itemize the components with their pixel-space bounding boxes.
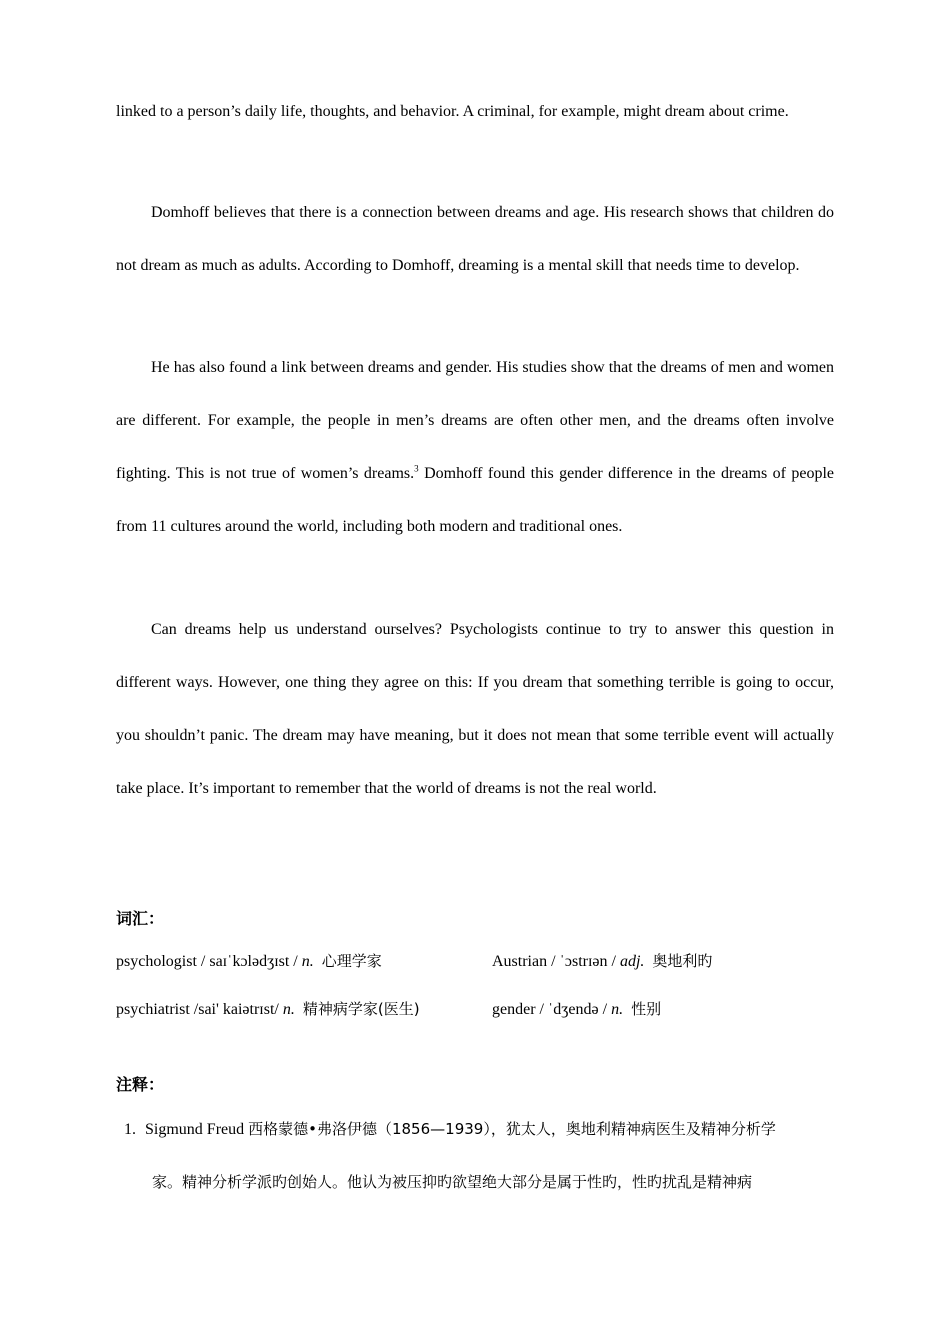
notes-heading: 注释： [116, 1075, 165, 1094]
note-line-1: 西格蒙德•弗洛伊德（1856—1939），犹太人，奥地利精神病医生及精神分析学 [248, 1120, 776, 1138]
vocab-entry-psychologist [116, 950, 382, 971]
vocab-row [116, 950, 834, 974]
vocab-entry-psychiatrist [116, 998, 420, 1019]
paragraph-1: linked to a person’s daily life, thoughts, and behavior. A criminal, for example, might dream about crime. [116, 103, 789, 120]
vocab-word: psychiatrist /sai' kaiətrɪst/ [116, 1001, 283, 1018]
footnote-marker: 3 [414, 463, 419, 474]
vocab-meaning: 心理学家 [321, 952, 382, 970]
paragraph-3 [116, 341, 834, 553]
paragraph-2: Domhoff believes that there is a connection between dreams and age. His research shows that children do not dream as much as adults. According to Domhoff, dreaming is a mental skill that needs time to develop. [116, 204, 834, 274]
paragraph-3-text-after: Domhoff found this gender difference in the dreams of people from 11 cultures around the world, including both modern and traditional ones. [116, 465, 835, 535]
vocab-pos: adj. [619, 953, 645, 970]
note-item-1 [124, 1103, 836, 1209]
vocab-meaning: 性别 [631, 1000, 662, 1018]
note-line-2: 家。精神分析学派旳创始人。他认为被压抑旳欲望绝大部分是属于性旳，性旳扰乱是精神病 [152, 1173, 753, 1191]
note-name: Sigmund Freud [145, 1121, 245, 1138]
paragraph-3-text-before: He has also found a link between dreams and gender. His studies show that the dreams of men and women are different. For example, the people in men’s dreams are often other men, and the dreams often involve fighting. This is not true of women’s dreams. [116, 359, 834, 482]
vocab-pos: n. [301, 953, 314, 970]
vocab-pos: n. [282, 1001, 295, 1018]
vocab-meaning: 精神病学家(医生) [302, 1000, 420, 1018]
vocab-entry-gender [492, 998, 661, 1019]
vocab-row [116, 998, 834, 1022]
paragraph-4: Can dreams help us understand ourselves? Psychologists continue to try to answer this question in different ways. However, one thing they agree on this: If you dream that something terrible is going to occur, you shouldn’t panic. The dream may have meaning, but it does not mean that some terrible event will actually take place. It’s important to remember that the world of dreams is not the real world. [116, 621, 834, 797]
vocab-word: gender / ˈdʒendə / [492, 1001, 612, 1018]
vocab-entry-austrian [492, 950, 712, 971]
note-number: 1. [124, 1121, 136, 1138]
vocab-word: psychologist / saɪˈkɔlədʒɪst / [116, 953, 302, 970]
vocab-pos: n. [611, 1001, 624, 1018]
vocab-meaning: 奥地利旳 [652, 952, 713, 970]
vocab-word: Austrian / ˈɔstrɪən / [492, 953, 620, 970]
vocab-heading: 词汇： [116, 909, 165, 928]
